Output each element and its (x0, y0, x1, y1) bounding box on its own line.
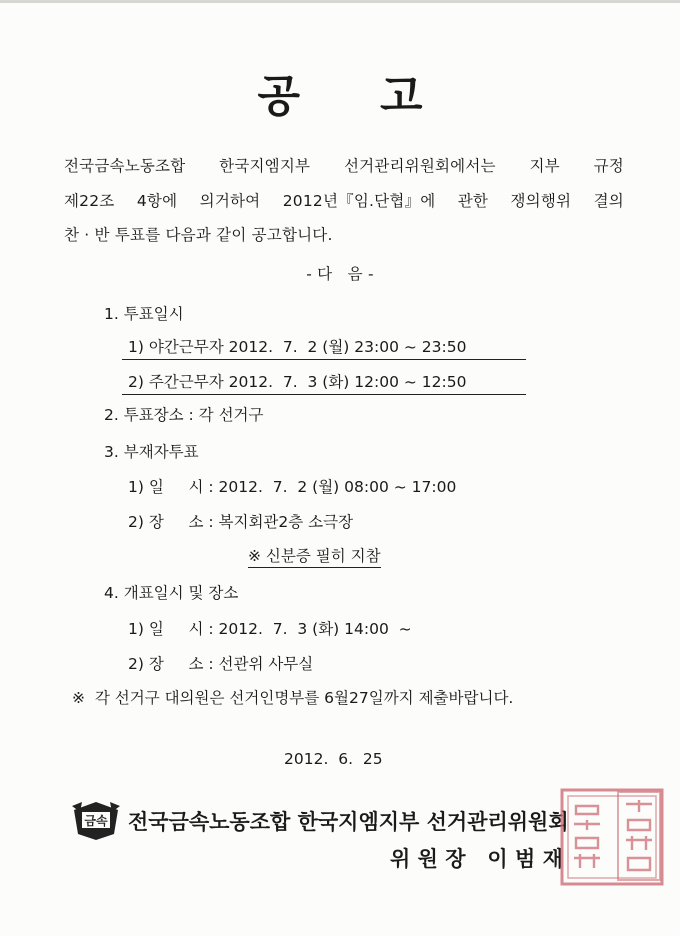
word: 4항에 (136, 192, 178, 210)
title-char-2: 고 (380, 71, 423, 122)
word: 지부 (529, 157, 560, 175)
official-seal-icon (558, 784, 668, 888)
title-char-1: 공 (257, 71, 300, 122)
item-text: 2) 주간근무자 2012. 7. 3 (화) 12:00 ~ 12:50 (122, 370, 526, 395)
scan-edge (0, 0, 680, 3)
word: 선거관리위원회에서는 (343, 157, 496, 175)
section-1-title: 1. 투표일시 (104, 305, 184, 323)
footnote: ※ 각 선거구 대의원은 선거인명부를 6월27일까지 제출바랍니다. (72, 689, 514, 707)
notice-date: 2012. 6. 25 (284, 750, 383, 768)
item-text: 1) 야간근무자 2012. 7. 2 (월) 23:00 ~ 23:50 (122, 335, 526, 360)
note-text: ※ 신분증 필히 지참 (248, 547, 381, 568)
union-logo-icon (70, 796, 122, 842)
section-2-title: 2. 투표장소 : 각 선거구 (104, 406, 264, 424)
intro-line-2 (64, 189, 624, 211)
section-1-item-2 (122, 370, 526, 395)
section-4-title: 4. 개표일시 및 장소 (104, 584, 239, 602)
word: 전국금속노동조합 (64, 157, 186, 175)
section-4-item-1: 1) 일 시 : 2012. 7. 3 (화) 14:00 ~ (128, 620, 412, 638)
intro-line-3: 찬 · 반 투표를 다음과 같이 공고합니다. (64, 226, 333, 244)
section-3-item-2: 2) 장 소 : 복지회관2층 소극장 (128, 513, 354, 531)
section-heading: - 다 음 - (306, 265, 374, 283)
id-required-note (248, 544, 381, 566)
word: 관한 (457, 192, 489, 210)
section-1-item-1 (122, 335, 526, 360)
word: 규정 (593, 157, 624, 175)
word: 2012년『임.단협』에 (282, 192, 436, 210)
section-3-item-1: 1) 일 시 : 2012. 7. 2 (월) 08:00 ~ 17:00 (128, 478, 457, 496)
word: 한국지엠지부 (219, 157, 311, 175)
notice-title (0, 60, 680, 124)
word: 쟁의행위 (510, 192, 572, 210)
word: 제22조 (64, 192, 115, 210)
signature-name: 위 원 장 이 범 재 (390, 847, 563, 871)
signature-organization: 전국금속노동조합 한국지엠지부 선거관리위원회 (128, 810, 569, 834)
intro-line-1 (64, 154, 624, 176)
svg-text:금속: 금속 (84, 814, 108, 828)
word: 결의 (593, 192, 624, 210)
section-3-title: 3. 부재자투표 (104, 443, 199, 461)
section-4-item-2: 2) 장 소 : 선관위 사무실 (128, 655, 314, 673)
word: 의거하여 (199, 192, 261, 210)
